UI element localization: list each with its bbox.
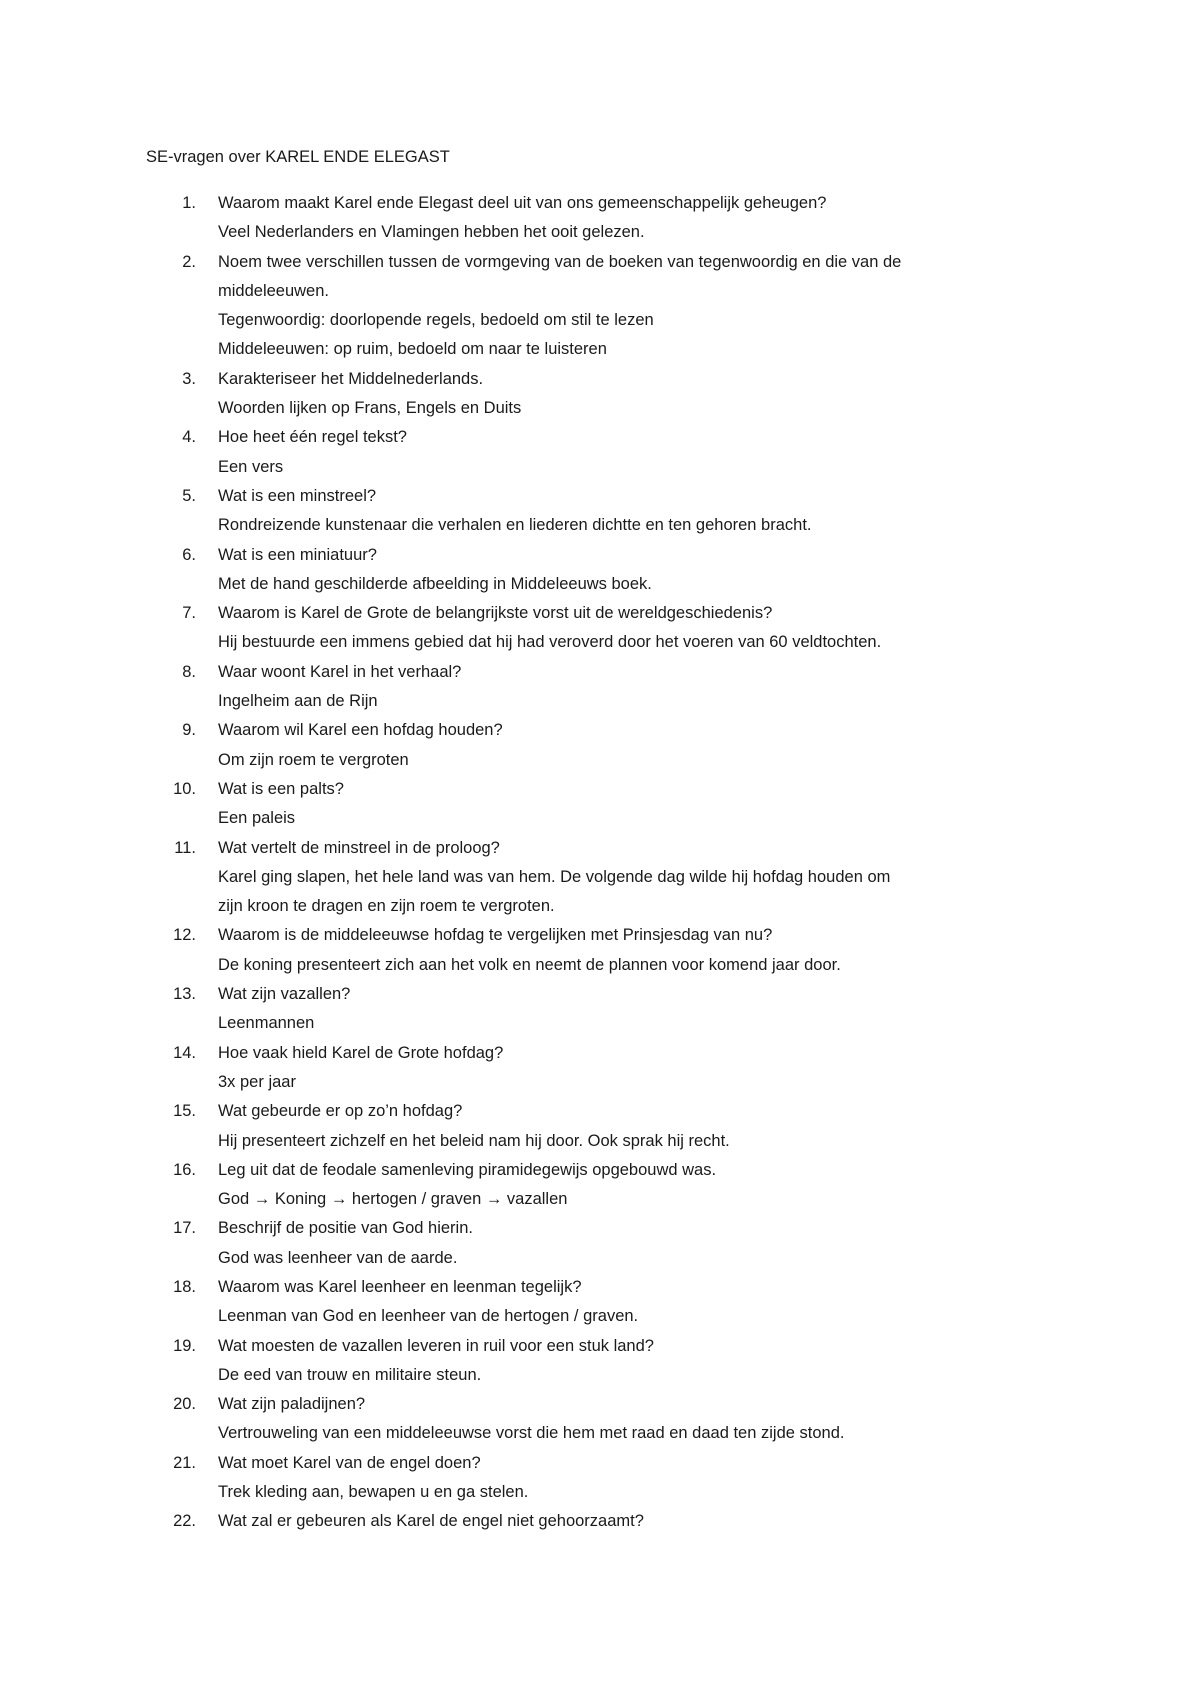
question-number: 9. [182, 721, 196, 740]
question-text: Waarom maakt Karel ende Elegast deel uit van ons gemeenschappelijk geheugen? [218, 194, 827, 212]
question-number: 15. [173, 1102, 196, 1121]
question-item [146, 1332, 1086, 1391]
question-item [146, 658, 1086, 717]
question-number: 12. [173, 926, 196, 945]
question-number: 2. [182, 252, 196, 271]
question-item [146, 365, 1086, 424]
question-item [146, 1156, 1086, 1215]
question-item [146, 1214, 1086, 1273]
question-text: Waar woont Karel in het verhaal? [218, 662, 462, 681]
question-item [146, 189, 1086, 248]
answer-text: Met de hand geschilderde afbeelding in Middeleeuws boek. [218, 574, 652, 593]
question-item [146, 482, 1086, 541]
document-title: SE-vragen over KAREL ENDE ELEGAST [146, 148, 450, 166]
question-number: 13. [173, 985, 196, 1004]
answer-text: Woorden lijken op Frans, Engels en Duits [218, 399, 522, 418]
question-number: 6. [182, 545, 196, 564]
question-number: 17. [173, 1219, 196, 1238]
answer-text: Een vers [218, 457, 284, 476]
question-text: Wat moet Karel van de engel doen? [218, 1453, 481, 1472]
question-number: 5. [182, 486, 196, 505]
question-text: Karakteriseer het Middelnederlands. [218, 369, 484, 388]
question-number: 22. [173, 1512, 196, 1531]
question-item [146, 599, 1086, 658]
question-number: 3. [182, 369, 196, 388]
answer-text: Vertrouweling van een middeleeuwse vorst die hem met raad en daad ten zijde stond. [218, 1424, 845, 1443]
question-item [146, 1273, 1086, 1332]
question-item [146, 834, 1086, 922]
question-text: Waarom was Karel leenheer en leenman tegelijk? [218, 1277, 582, 1296]
answer-text: De koning presenteert zich aan het volk en neemt de plannen voor komend jaar door. [218, 955, 841, 974]
question-item [146, 423, 1086, 482]
question-text: Wat vertelt de minstreel in de proloog? [218, 838, 500, 857]
question-text: Wat zijn paladijnen? [218, 1395, 366, 1414]
question-item [146, 775, 1086, 834]
question-text: Hoe vaak hield Karel de Grote hofdag? [218, 1043, 504, 1062]
question-number: 16. [173, 1160, 196, 1179]
question-item [146, 541, 1086, 600]
question-text: Wat is een miniatuur? [218, 545, 377, 564]
question-number: 21. [173, 1453, 196, 1472]
answer-text: middeleeuwen. [218, 281, 329, 300]
question-number: 19. [173, 1336, 196, 1355]
answer-text: Om zijn roem te vergroten [218, 750, 409, 769]
question-number: 20. [173, 1395, 196, 1414]
answer-text: God → Koning → hertogen / graven → vazallen [218, 1190, 568, 1209]
question-list [146, 189, 1086, 1537]
answer-text: zijn kroon te dragen en zijn roem te vergroten. [218, 897, 555, 916]
answer-text: Middeleeuwen: op ruim, bedoeld om naar te luisteren [218, 340, 607, 359]
question-text: Waarom is Karel de Grote de belangrijkste vorst uit de wereldgeschiedenis? [218, 604, 773, 623]
answer-text: Trek kleding aan, bewapen u en ga stelen. [218, 1483, 529, 1502]
answer-text: God was leenheer van de aarde. [218, 1248, 458, 1267]
answer-text: Een paleis [218, 809, 296, 828]
question-item [146, 980, 1086, 1039]
question-text: Wat zijn vazallen? [218, 985, 351, 1004]
question-number: 8. [182, 662, 196, 681]
question-item [146, 1449, 1086, 1508]
question-number: 1. [182, 194, 196, 212]
question-text: Wat is een minstreel? [218, 486, 377, 505]
question-text: Waarom wil Karel een hofdag houden? [218, 721, 503, 740]
question-number: 14. [173, 1043, 196, 1062]
question-text: Beschrijf de positie van God hierin. [218, 1219, 473, 1238]
question-number: 11. [174, 838, 196, 857]
answer-text: Karel ging slapen, het hele land was van hem. De volgende dag wilde hij hofdag houden om [218, 867, 891, 886]
question-text: Leg uit dat de feodale samenleving piramidegewijs opgebouwd was. [218, 1160, 717, 1179]
question-text: Wat is een palts? [218, 779, 344, 798]
question-number: 10. [173, 779, 196, 798]
answer-text: Leenmannen [218, 1014, 315, 1033]
question-number: 4. [182, 428, 196, 447]
answer-text: Ingelheim aan de Rijn [218, 692, 378, 711]
question-text: Hoe heet één regel tekst? [218, 428, 407, 447]
question-item [146, 921, 1086, 980]
question-text: Noem twee verschillen tussen de vormgeving van de boeken van tegenwoordig en die van de [218, 252, 902, 271]
question-item [146, 1507, 1086, 1536]
answer-text: Tegenwoordig: doorlopende regels, bedoeld om stil te lezen [218, 311, 654, 330]
answer-text: Veel Nederlanders en Vlamingen hebben het ooit gelezen. [218, 223, 645, 242]
question-text: Wat gebeurde er op zo’n hofdag? [218, 1102, 463, 1121]
answer-text: De eed van trouw en militaire steun. [218, 1365, 482, 1384]
question-item [146, 1097, 1086, 1156]
answer-text: Leenman van God en leenheer van de hertogen / graven. [218, 1307, 639, 1326]
question-number: 18. [173, 1277, 196, 1296]
question-text: Wat zal er gebeuren als Karel de engel niet gehoorzaamt? [218, 1512, 644, 1531]
question-number: 7. [182, 604, 196, 623]
answer-text: Hij bestuurde een immens gebied dat hij had veroverd door het voeren van 60 veldtochten. [218, 633, 882, 652]
question-item [146, 1390, 1086, 1449]
question-text: Wat moesten de vazallen leveren in ruil voor een stuk land? [218, 1336, 654, 1355]
answer-text: Hij presenteert zichzelf en het beleid nam hij door. Ook sprak hij recht. [218, 1131, 730, 1150]
answer-text: Rondreizende kunstenaar die verhalen en liederen dichtte en ten gehoren bracht. [218, 516, 812, 535]
question-text: Waarom is de middeleeuwse hofdag te vergelijken met Prinsjesdag van nu? [218, 926, 773, 945]
question-item [146, 1039, 1086, 1098]
answer-text: 3x per jaar [218, 1072, 296, 1091]
question-item [146, 716, 1086, 775]
question-item [146, 248, 1086, 365]
